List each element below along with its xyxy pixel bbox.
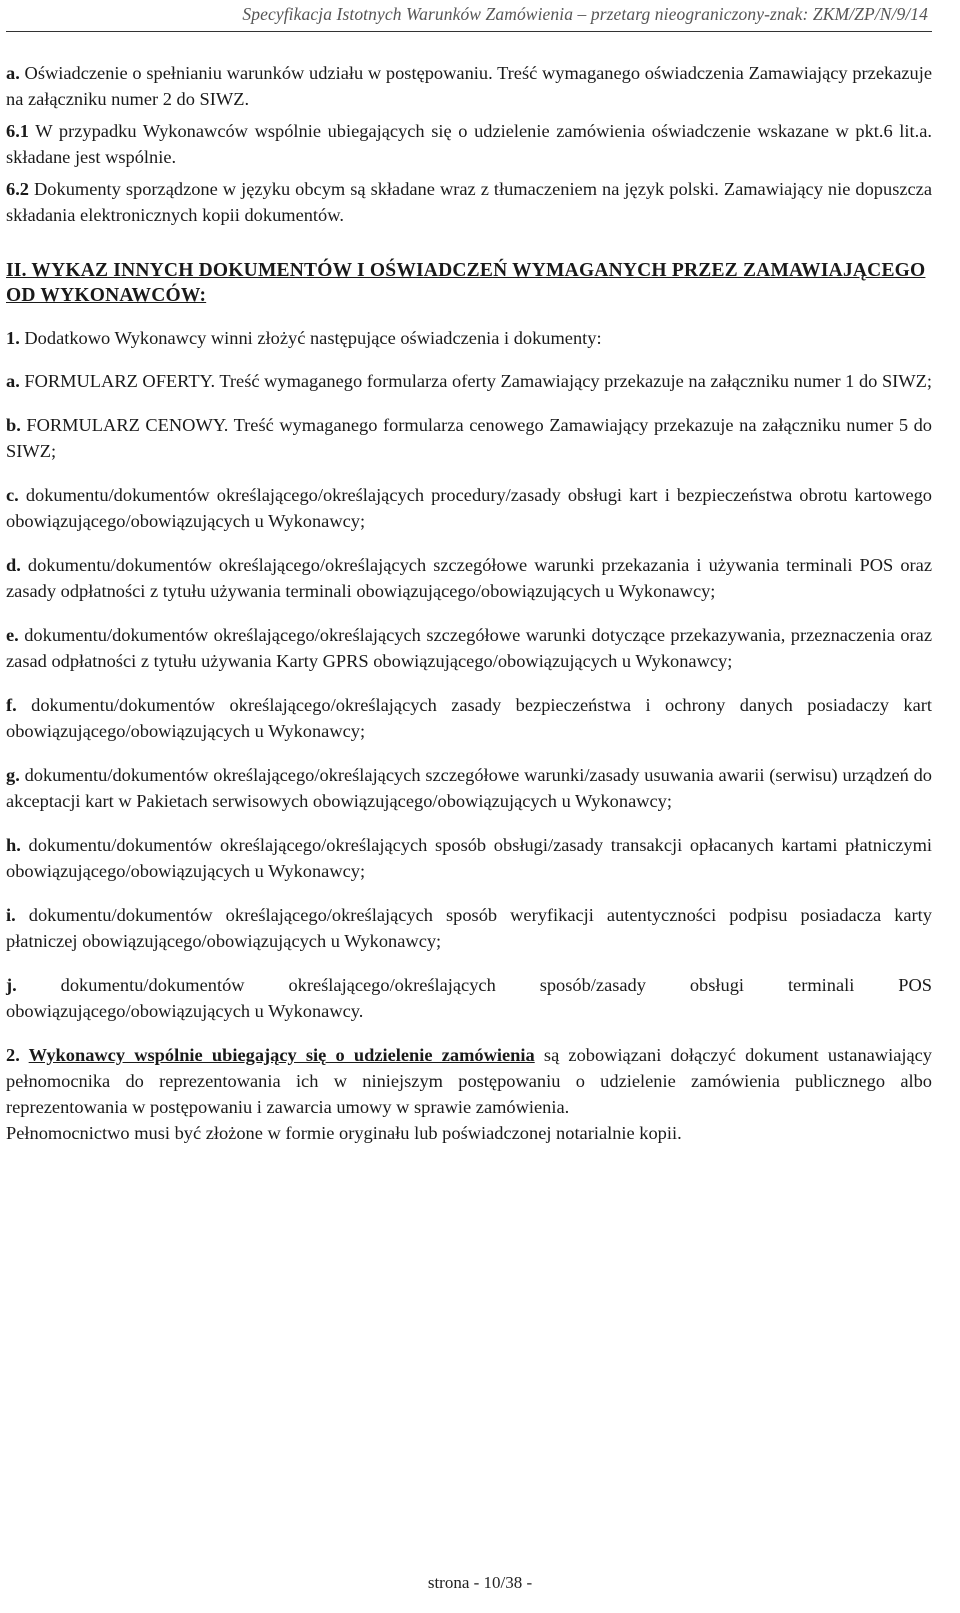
list-item-text: dokumentu/dokumentów określającego/określających szczegółowe warunki/zasady usuwania awarii (serwisu) urządzeń do akceptacji kart w Pakietach serwisowych obowiązującego/obowiązujących u Wykonawcy; (6, 765, 932, 811)
point-2-text: są zobowiązani dołączyć dokument ustanawiający pełnomocnika do reprezentowania ich w niniejszym postępowaniu o udzielenie zamówienia publicznego albo reprezentowania w postępowaniu i zawarcia umowy w sprawie zamówienia. (6, 1045, 932, 1117)
list-item-text: dokumentu/dokumentów określającego/określających szczegółowe warunki dotyczące przekazywania, przeznaczenia oraz zasad odpłatności z tytułu używania Karty GPRS obowiązującego/obowiązujących u Wykonawcy; (6, 625, 932, 671)
point-2 (6, 1042, 932, 1120)
list-item-text: dokumentu/dokumentów określającego/określających procedury/zasady obsługi kart i bezpieczeństwa obrotu kartowego obowiązującego/obowiązujących u Wykonawcy; (6, 485, 932, 531)
paragraph-a-label: a. (6, 63, 20, 83)
list-item-text: FORMULARZ OFERTY. Treść wymaganego formularza oferty Zamawiający przekazuje na załączniku numer 1 do SIWZ; (19, 371, 932, 391)
header-rule (6, 31, 932, 32)
paragraph-6-1-text: W przypadku Wykonawców wspólnie ubiegających się o udzielenie zamówienia oświadczenie wskazane w pkt.6 lit.a. składane jest wspólnie. (6, 121, 932, 167)
list-item-letter: c. (6, 485, 19, 505)
list-item-text: dokumentu/dokumentów określającego/określających szczegółowe warunki przekazania i używania terminali POS oraz zasady odpłatności z tytułu używania terminali obowiązującego/obowiązujących u Wykonawcy; (6, 555, 932, 601)
paragraph-6-1 (6, 118, 932, 170)
list-item-i (6, 902, 932, 954)
paragraph-a-text: Oświadczenie o spełnianiu warunków udziału w postępowaniu. Treść wymaganego oświadczenia Zamawiający przekazuje na załączniku numer 2 do SIWZ. (6, 63, 932, 109)
list-item-letter: e. (6, 625, 19, 645)
list-item-g (6, 762, 932, 814)
list-item-e (6, 622, 932, 674)
point-1-label: 1. (6, 328, 20, 348)
list-item-letter: f. (6, 695, 17, 715)
list-item-letter: j. (6, 975, 17, 995)
list-item-letter: a. (6, 371, 20, 391)
paragraph-6-2-label: 6.2 (6, 179, 29, 199)
list-item-d (6, 552, 932, 604)
paragraph-a (6, 60, 932, 112)
section-II-heading: II. WYKAZ INNYCH DOKUMENTÓW I OŚWIADCZEŃ WYMAGANYCH PRZEZ ZAMAWIAJĄCEGO OD WYKONAWCÓW: (6, 260, 926, 306)
list-item-letter: i. (6, 905, 16, 925)
point-2-underlined: Wykonawcy wspólnie ubiegający się o udzielenie zamówienia (28, 1045, 535, 1065)
point-2-label: 2. (6, 1045, 29, 1065)
page-number: strona - 10/38 - (427, 1573, 533, 1592)
list-item-text: dokumentu/dokumentów określającego/określających sposób/zasady obsługi terminali POS obowiązującego/obowiązujących u Wykonawcy. (6, 975, 932, 1021)
list-item-letter: g. (6, 765, 20, 785)
list-item-text: FORMULARZ CENOWY. Treść wymaganego formularza cenowego Zamawiający przekazuje na załączniku numer 5 do SIWZ; (6, 415, 932, 461)
list-item-text: dokumentu/dokumentów określającego/określających sposób weryfikacji autentyczności podpisu posiadacza karty płatniczej obowiązującego/obowiązujących u Wykonawcy; (6, 905, 932, 951)
point-1-text: Dodatkowo Wykonawcy winni złożyć następujące oświadczenia i dokumenty: (19, 328, 602, 348)
list-item-a (6, 368, 932, 394)
list-item-c (6, 482, 932, 534)
list-item-h (6, 832, 932, 884)
list-item-b (6, 412, 932, 464)
list-item-j (6, 972, 932, 1024)
paragraph-6-2 (6, 176, 932, 228)
document-body (6, 60, 932, 1146)
list-item-text: dokumentu/dokumentów określającego/określających zasady bezpieczeństwa i ochrony danych posiadaczy kart obowiązującego/obowiązujących u Wykonawcy; (6, 695, 932, 741)
document-list (6, 368, 932, 1024)
paragraph-6-1-label: 6.1 (6, 121, 29, 141)
list-item-f (6, 692, 932, 744)
point-2-note: Pełnomocnictwo musi być złożone w formie oryginału lub poświadczonej notarialnie kopii. (6, 1123, 682, 1143)
list-item-letter: b. (6, 415, 21, 435)
page-header: Specyfikacja Istotnych Warunków Zamówienia – przetarg nieograniczony-znak: ZKM/ZP/N/9/14 (242, 4, 928, 24)
list-item-letter: d. (6, 555, 21, 575)
paragraph-6-2-text: Dokumenty sporządzone w języku obcym są składane wraz z tłumaczeniem na język polski. Zamawiający nie dopuszcza składania elektronicznych kopii dokumentów. (6, 179, 932, 225)
list-item-letter: h. (6, 835, 21, 855)
list-item-text: dokumentu/dokumentów określającego/określających sposób obsługi/zasady transakcji opłacanych kartami płatniczymi obowiązującego/obowiązujących u Wykonawcy; (6, 835, 932, 881)
point-1 (6, 325, 932, 351)
